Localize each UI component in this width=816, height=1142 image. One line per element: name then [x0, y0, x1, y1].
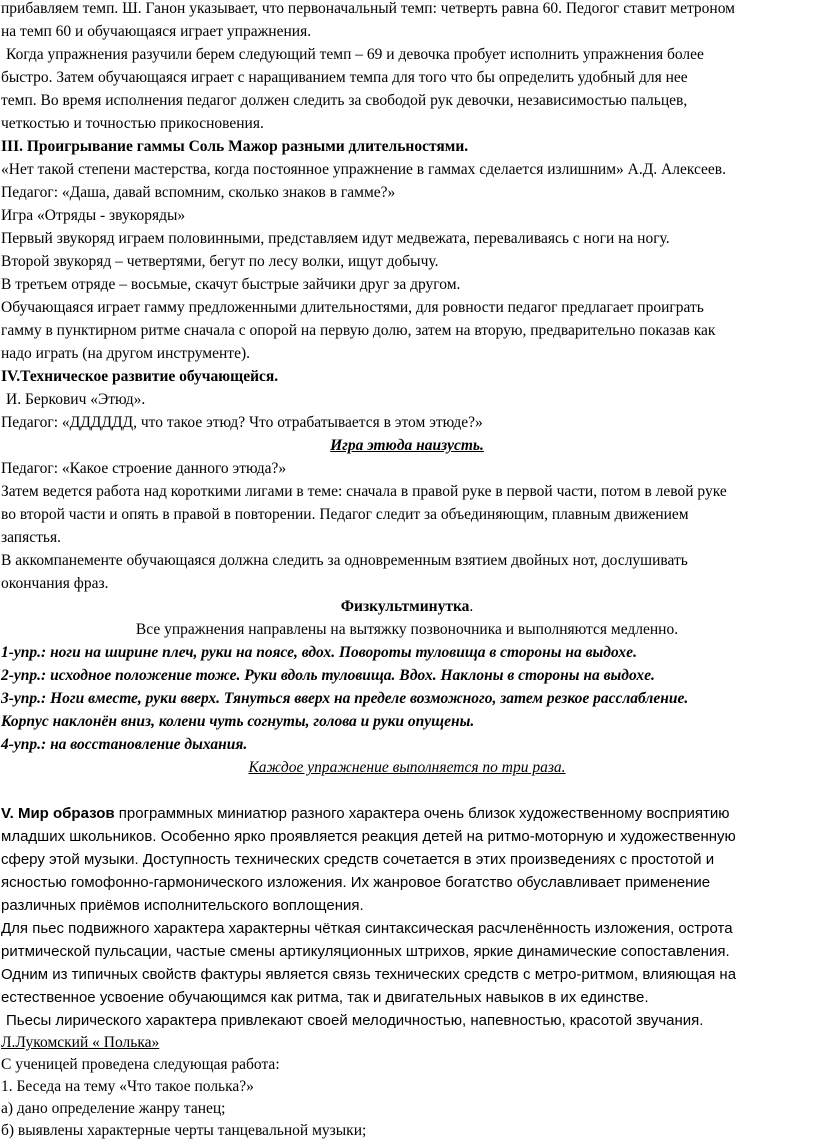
- paragraph-line: Педагог: «Даша, давай вспомним, сколько знаков в гамме?»: [1, 184, 396, 201]
- fizkult-heading: Физкультминутка: [340, 598, 470, 615]
- paragraph-line: Первый звукоряд играем половинными, представляем идут медвежата, переваливаясь с ноги на ногу.: [1, 230, 670, 247]
- document-body: [1, 0, 813, 1142]
- paragraph-line: прибавляем темп. Ш. Ганон указывает, что первоначальный темп: четверть равна 60. Педогог ставит метроном: [1, 0, 735, 17]
- exercise-line: Корпус наклонён вниз, колени чуть согнуты, голова и руки опущены.: [1, 713, 475, 730]
- section-5-line: [1, 802, 813, 825]
- centered-subheading: Игра этюда наизусть.: [330, 437, 484, 454]
- paragraph-line: темп. Во время исполнения педагог должен следить за свободой рук девочки, независимостью пальцев,: [1, 92, 688, 109]
- paragraph-line: ясностью гомофонно-гармонического изложения. Их жанровое богатство обуславливает применение: [1, 874, 711, 891]
- paragraph-line: Пьесы лирического характера привлекают своей мелодичностью, напевностью, красотой звучания.: [6, 1012, 704, 1029]
- exercise-line: 4-упр.: на восстановление дыхания.: [1, 736, 248, 753]
- section-5-text: программных миниатюр разного характера очень близок художественному восприятию: [114, 805, 730, 822]
- paragraph-line: различных приёмов исполнительского воплощения.: [1, 897, 364, 914]
- paragraph-line: Одним из типичных свойств фактуры является связь технических средств с метро-ритмом, влияющая на: [1, 966, 737, 983]
- section-heading-4: IV.Техническое развитие обучающейся.: [1, 368, 279, 385]
- paragraph-line: сферу этой музыки. Доступность технических средств сочетается в этих произведениях с простотой и: [1, 851, 715, 868]
- fizkult-heading-period: .: [469, 598, 474, 615]
- paragraph-line: во второй части и опять в правой в повторении. Педагог следит за объединяющим, плавным движением: [1, 506, 689, 523]
- quote-line: «Нет такой степени мастерства, когда постоянное упражнение в гаммах сделается излишним» А.Д. Алексеев.: [1, 161, 726, 178]
- centered-note: Каждое упражнение выполняется по три раза.: [248, 759, 566, 776]
- paragraph-line: Второй звукоряд – четвертями, бегут по лесу волки, ищут добычу.: [1, 253, 439, 270]
- paragraph-line: гамму в пунктирном ритме сначала с опорой на первую долю, затем на вторую, предварительно показав как: [1, 322, 716, 339]
- paragraph-line: окончания фраз.: [1, 575, 109, 592]
- list-item: 1. Беседа на тему «Что такое полька?»: [1, 1078, 254, 1095]
- paragraph-line: на темп 60 и обучающаяся играет упражнения.: [1, 23, 312, 40]
- paragraph-line: В аккомпанементе обучающаяся должна следить за одновременным взятием двойных нот, дослушивать: [1, 552, 688, 569]
- section-heading-5: V. Мир образов: [1, 805, 115, 822]
- paragraph-line: В третьем отряде – восьмые, скачут быстрые зайчики друг за другом.: [1, 276, 461, 293]
- paragraph-line: Затем ведется работа над короткими лигами в теме: сначала в правой руке в первой части, потом в левой руке: [1, 483, 727, 500]
- paragraph-line: Обучающаяся играет гамму предложенными длительностями, для ровности педагог предлагает проиграть: [1, 299, 704, 316]
- list-item: а) дано определение жанру танец;: [1, 1100, 226, 1117]
- exercise-line: 1-упр.: ноги на ширине плеч, руки на поясе, вдох. Повороты туловища в стороны на выдохе.: [1, 644, 637, 661]
- exercise-line: 2-упр.: исходное положение тоже. Руки вдоль туловища. Вдох. Наклоны в стороны на выдохе.: [1, 667, 655, 684]
- piece-title: Л.Лукомский « Полька»: [1, 1034, 160, 1051]
- paragraph-line: Для пьес подвижного характера характерны чёткая синтаксическая расчленённость изложения, острота: [1, 920, 733, 937]
- paragraph-line: четкостью и точностью прикосновения.: [1, 115, 264, 132]
- paragraph-line: Когда упражнения разучили берем следующий темп – 69 и девочка пробует исполнить упражнения более: [6, 46, 704, 63]
- exercise-line: 3-упр.: Ноги вместе, руки вверх. Тянуться вверх на пределе возможного, затем резкое расслабление.: [1, 690, 689, 707]
- fizkult-heading-line: [1, 595, 813, 618]
- paragraph-line: И. Беркович «Этюд».: [6, 391, 146, 408]
- blank-line: [1, 779, 813, 802]
- paragraph-line: надо играть (на другом инструменте).: [1, 345, 250, 362]
- paragraph-line: Педагог: «ДДДДДД, что такое этюд? Что отрабатывается в этом этюде?»: [1, 414, 483, 431]
- paragraph-line: естественное усвоение обучающимся как ритма, так и двигательных навыков в их единстве.: [1, 989, 649, 1006]
- centered-line: Все упражнения направлены на вытяжку позвоночника и выполняются медленно.: [135, 621, 679, 638]
- paragraph-line: младших школьников. Особенно ярко проявляется реакция детей на ритмо-моторную и художественную: [1, 828, 736, 845]
- section-heading-3: III. Проигрывание гаммы Соль Мажор разными длительностями.: [1, 138, 469, 155]
- paragraph-line: Педагог: «Какое строение данного этюда?»: [1, 460, 287, 477]
- list-item: б) выявлены характерные черты танцевальной музыки;: [1, 1122, 367, 1139]
- paragraph-line: быстро. Затем обучающаяся играет с наращиванием темпа для того что бы определить удобный для нее: [1, 69, 688, 86]
- paragraph-line: С ученицей проведена следующая работа:: [1, 1056, 280, 1073]
- paragraph-line: ритмической пульсации, частые смены артикуляционных штрихов, яркие динамические сопоставления.: [1, 943, 730, 960]
- paragraph-line: Игра «Отряды - звукоряды»: [1, 207, 186, 224]
- paragraph-line: запястья.: [1, 529, 61, 546]
